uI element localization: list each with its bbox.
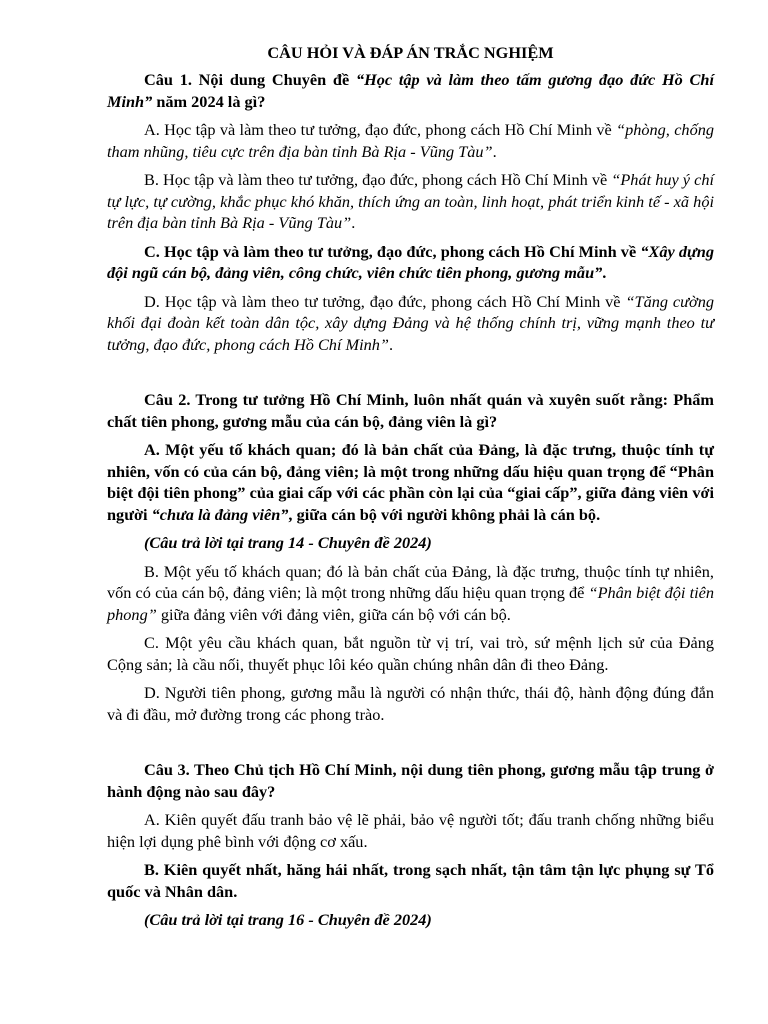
- q1-option-b: B. Học tập và làm theo tư tưởng, đạo đức, phong cách Hồ Chí Minh về “Phát huy ý chí tự lực, tự cường, khắc phục khó khăn, thích ứng an toàn, linh hoạt, phát triển kinh tế - xã hội trên địa bàn tỉnh Bà Rịa - Vũng Tàu”.: [107, 170, 715, 232]
- document-title: CÂU HỎI VÀ ĐÁP ÁN TRẮC NGHIỆM: [267, 43, 554, 62]
- question-1: Câu 1. Nội dung Chuyên đề “Học tập và làm theo tấm gương đạo đức Hồ Chí Minh” năm 2024 là gì?: [107, 70, 714, 111]
- q1-option-d: D. Học tập và làm theo tư tưởng, đạo đức, phong cách Hồ Chí Minh về “Tăng cường khối đại đoàn kết toàn dân tộc, xây dựng Đảng và hệ thống chính trị, vững mạnh theo tư tưởng, đạo đức, phong cách Hồ Chí Minh”.: [107, 291, 714, 354]
- question-3: Câu 3. Theo Chủ tịch Hồ Chí Minh, nội dung tiên phong, gương mẫu tập trung ở hành động nào sau đây?: [107, 760, 714, 801]
- q2-option-c: C. Một yêu cầu khách quan, bắt nguồn từ vị trí, vai trò, sứ mệnh lịch sử của Đảng Cộng sản; là cầu nối, thuyết phục lôi kéo quần chúng nhân dân đi theo Đảng.: [107, 633, 714, 674]
- q3-answer-note: (Câu trả lời tại trang 16 - Chuyên đề 2024): [144, 910, 432, 929]
- q3-option-b-correct: B. Kiên quyết nhất, hăng hái nhất, trong sạch nhất, tận tâm tận lực phụng sự Tổ quốc và Nhân dân.: [107, 860, 714, 901]
- document-body: [107, 42, 714, 938]
- q3-option-a: A. Kiên quyết đấu tranh bảo vệ lẽ phải, bảo vệ người tốt; đấu tranh chống những biểu hiện lợi dụng phê bình với động cơ xấu.: [107, 810, 714, 851]
- q2-option-b: B. Một yếu tố khách quan; đó là bản chất của Đảng, là đặc trưng, thuộc tính tự nhiên, vốn có của cán bộ, đảng viên; là một trong những dấu hiệu quan trọng để “Phân biệt đội tiên phong” giữa đảng viên với đảng viên, giữa cán bộ với cán bộ.: [107, 561, 714, 624]
- q1-option-c-correct: C. Học tập và làm theo tư tưởng, đạo đức, phong cách Hồ Chí Minh về “Xây dựng đội ngũ cán bộ, đảng viên, công chức, viên chức tiên phong, gương mẫu”.: [107, 241, 714, 282]
- q2-answer-note: (Câu trả lời tại trang 14 - Chuyên đề 2024): [144, 533, 432, 552]
- question-2: Câu 2. Trong tư tưởng Hồ Chí Minh, luôn nhất quán và xuyên suốt rằng: Phẩm chất tiên phong, gương mẫu của cán bộ, đảng viên là gì?: [107, 390, 714, 431]
- q2-option-a-correct: A. Một yếu tố khách quan; đó là bản chất của Đảng, là đặc trưng, thuộc tính tự nhiên, vốn có của cán bộ, đảng viên; là một trong những dấu hiệu quan trọng để “Phân biệt đội tiên phong” của giai cấp với các phần còn lại của “giai cấp”, giữa đảng viên với người “chưa là đảng viên”, giữa cán bộ với người không phải là cán bộ.: [107, 440, 714, 524]
- q1-option-a: A. Học tập và làm theo tư tưởng, đạo đức, phong cách Hồ Chí Minh về “phòng, chống tham nhũng, tiêu cực trên địa bàn tỉnh Bà Rịa - Vũng Tàu”.: [107, 120, 714, 161]
- q2-option-d: D. Người tiên phong, gương mẫu là người có nhận thức, thái độ, hành động đúng đắn và đi đầu, mở đường trong các phong trào.: [107, 683, 714, 724]
